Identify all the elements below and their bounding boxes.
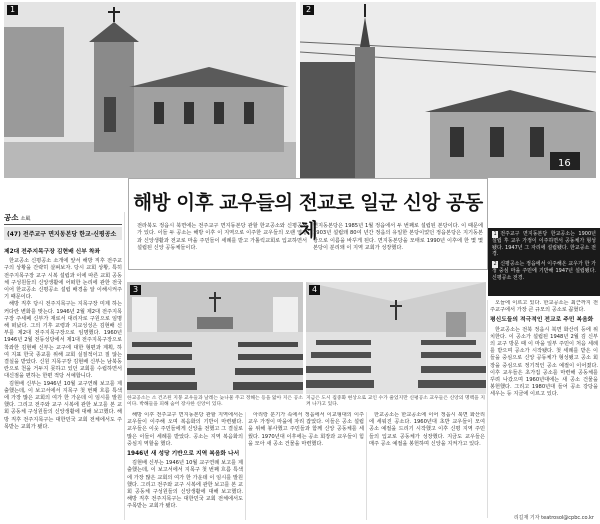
- photo-number-badge: 3: [130, 285, 141, 295]
- paragraph: 김현배 신부는 1946년 10월 교구연례 보고를 제출했는데, 이 보고서에서 지목구 첫 번째 흐름 특색에 가장 많은 교회의 여가 한 가운데 이 임시를 발원했다. 그리고 전주와 교구 시복에 관한 보고를 본 교회 공동체 구성원들의 신앙생활에 대해 보고했다. 해방 직후 전주지목구는 대한민국 교회 전체에서도 주목받는 교회가 됐다.: [4, 380, 122, 430]
- photo-caption-1: [492, 231, 596, 258]
- column-right: [490, 300, 598, 514]
- subheading: 제2대 전주지목구장 김현배 신부 착좌: [4, 249, 101, 255]
- photo-captions-box: [488, 228, 600, 296]
- column-bottom-mid: [248, 412, 364, 520]
- subheading: 1946년 새 성당 기반으로 지역 복음화 나서: [127, 451, 240, 458]
- photo-1-church: [4, 2, 296, 178]
- photo-4-caption: 지금은 도시 집중화 현상으로 교인 수가 줄었지만 신평공소 교우들은 신앙의 명맥을 지켜 나가고 있다.: [306, 396, 485, 408]
- column-divider: [245, 412, 246, 520]
- paragraph: 해방 이후 전주교구 면지동본당 관할 지역에서는 교우들이 이주해 오며 복음화의 기반이 마련됐다. 교우들은 이웃 주민들에게 신앙을 전했고 그 결실로 많은 이들이 세례를 받았다. 공소는 지역 복음화의 중심지 역할을 했다.: [127, 412, 243, 447]
- series-title: [4, 212, 30, 223]
- lead-text-left: 전라북도 정읍시 북면에는 전주교구 면지동본당 관할 한교공소와 신평공소가 있다. 이들 두 공소는 해방 이후 이 지역으로 이주한 교우들의 오랜 열정과 신앙생활과 전교로 마을 주민들이 세례를 받고 가톨릭교회로 입교하면서 설립된 신앙 공동체들이다.: [137, 223, 307, 252]
- photo-number-badge: 4: [309, 285, 320, 295]
- caption-text: 전주교구 면지동본당 한교공소는 1900년 설립 후 교우 가정이 이주하면서 공동체가 형성됐다. 1947년 그 자리에 설립됐다. 한교공소 전경.: [492, 231, 596, 258]
- series-header: [4, 212, 122, 242]
- paragraph: 한교공소는 한교공소에 이어 정읍시 북면 화산리에 세워진 공소다. 1960년대 초반 교우들이 모여 공소 예절을 드리기 시작했고 이후 신평 지역 주민들의 입교로 공동체가 성장했다. 지금도 교우들은 매주 공소 예절을 봉헌하며 신앙을 지켜가고 있다.: [369, 412, 485, 447]
- photo-number-badge: 1: [7, 5, 18, 15]
- column-bottom-right: [369, 412, 485, 520]
- caption-number: 2: [493, 261, 497, 268]
- series-title-en: 소風: [20, 216, 31, 222]
- photo-2-bell-tower: [300, 2, 596, 178]
- series-title-ko: 공소: [4, 213, 19, 222]
- series-subtitle: (47) 전주교구 면지동본당 한교·신평공소: [4, 227, 122, 240]
- paragraph: 한교공소 신평공소 소개에 앞서 해방 직후 전주교구의 상황을 간략히 살펴보자. 당시 교회 상황, 특히 전주지목구장 교구 시복 설립과 이에 따른 교회 공동체 구성원들의 신앙생활에 어떠한 논리에 관한 전국이어 한교공소 신평공소 설립 배경을 알 이해시켜주기 때문이다.: [4, 258, 122, 301]
- subheading: 평신도들의 적극적인 전교로 주민 복음화: [490, 317, 594, 324]
- byline: 리길재 기자 teatrosol@cpbc.co.kr: [513, 515, 594, 521]
- paragraph: 한교공소는 전북 정읍시 북면 화산리 등에 위치한다. 이 공소가 설립된 1948년 2월 김 신부의 교구 방문 때 이 마을 일부 주민이 처음 세례를 받으며 공소가 시작됐다. 첫 세례를 받은 이들을 중심으로 신앙 공동체가 형성됐고 공소 회장을 중심으로 정기적인 공소 예절이 이어졌다. 이후 교우들은 초가집 공소를 마련해 공동체를 꾸려 나갔으며 1960년대에는 새 공소 건물을 봉헌했다. 그리고 1980년대 들어 공소 강당을 세우는 등 지금에 이르고 있다.: [490, 326, 598, 398]
- column-divider: [124, 212, 125, 520]
- paragraph: 오늘에 이르고 있다. 한교공소는 최근까지 전주교구에서 가장 큰 규모의 공소로 꼽혔다.: [490, 300, 598, 314]
- column-divider: [487, 300, 488, 518]
- lead-text-right: 면지동본당은 1985년 1월 정읍에서 두 번째로 설립된 본당이다. 이 때문에 1903년 설립돼 80여 년간 정읍의 유일한 본당이었던 정읍본당은 지기동본당으로 이름을 바꾸게 된다. 면지동본당을 모태로 1990년 이후에 한 몇 몇 본당이 분리돼 이 지역 교회가 성장했다.: [313, 223, 483, 252]
- column-divider: [366, 412, 367, 520]
- column-bottom-left: [127, 412, 243, 520]
- photo-3-chapel-interior: [127, 282, 303, 394]
- svg-text:16: 16: [558, 158, 571, 169]
- photo-4-chapel-interior: [306, 282, 486, 394]
- paragraph: 김현배 신부는 1946년 10월 교구연례 보고를 제출했는데, 이 보고서에서 지목구 첫 번째 흐름 특색에 가장 많은 교회의 여가 한 가운데 이 임시를 발원했다. 그리고 전주와 교구 시복에 관한 보고를 본 교회 공동체 구성원들의 신앙생활에 대해 보고했다. 해방 직후 전주지목구는 대한민국 교회 전체에서도 주목받는 교회가 됐다.: [127, 460, 243, 510]
- headline-box: [128, 178, 488, 270]
- caption-text: 신평공소는 정읍에서 이주해온 교우가 한 가정 중심 마을 주민에 기반해 1947년 설립됐다. 신평공소 전경.: [492, 261, 596, 281]
- series-divider: [4, 224, 122, 225]
- photo-caption-2: [492, 261, 596, 281]
- column-left: [4, 246, 122, 520]
- caption-number: 1: [493, 231, 497, 237]
- photo-3-caption: 한교공소는 소 건조된 지붕 교우들과 날레는 늦나물 주고 정해는 등을 앓아 지은 공소 이다. 박해들을 피해 숨어 장사한 신앙이 있다.: [127, 396, 303, 408]
- paragraph: 아리랑 분기가 속에서 정읍에서 이교형대의 이주 교우 가정이 마을에 자리 잡았다. 이들은 공소 설립을 위해 봉사했고 주민들과 함께 신앙 공동체를 세웠다. 1970년대 이후에는 공소 회장과 교우들이 힘을 모아 새 공소 건물을 마련했다.: [248, 412, 364, 447]
- paragraph: 해방 직후 당시 전주지목구는 지목구장 미제 하는 커다란 변화를 맞는다. 1946년 2월 제2대 전주지목구장 주세페 신부가 재로서 대리자로 구원으로 임명해 떠났다. 그의 기후 교령과 지교성성은 김현배 신부를 제2대 전주지목구장으로 임명했다. 1960년 1946년 2월 전동성당에서 제1대 전주지목구장으로 착좌한 김현배 신부는 교구에 대한 형편과 계획, 하여 지표 한국 종교를 위해 교회 실질적이고 질 않는 결실을 받았다. 신원 지목구장 김현배 신부는 남북동란으로 천을 거두지 못하고 있던 교회를 수립하면서 대신점을 편하는 한편 적당 서예합니다.: [4, 301, 122, 380]
- photo-number-badge: 2: [303, 5, 314, 15]
- article-headline: 해방 이후 교우들의 전교로 일군 신앙 공동체: [133, 191, 483, 242]
